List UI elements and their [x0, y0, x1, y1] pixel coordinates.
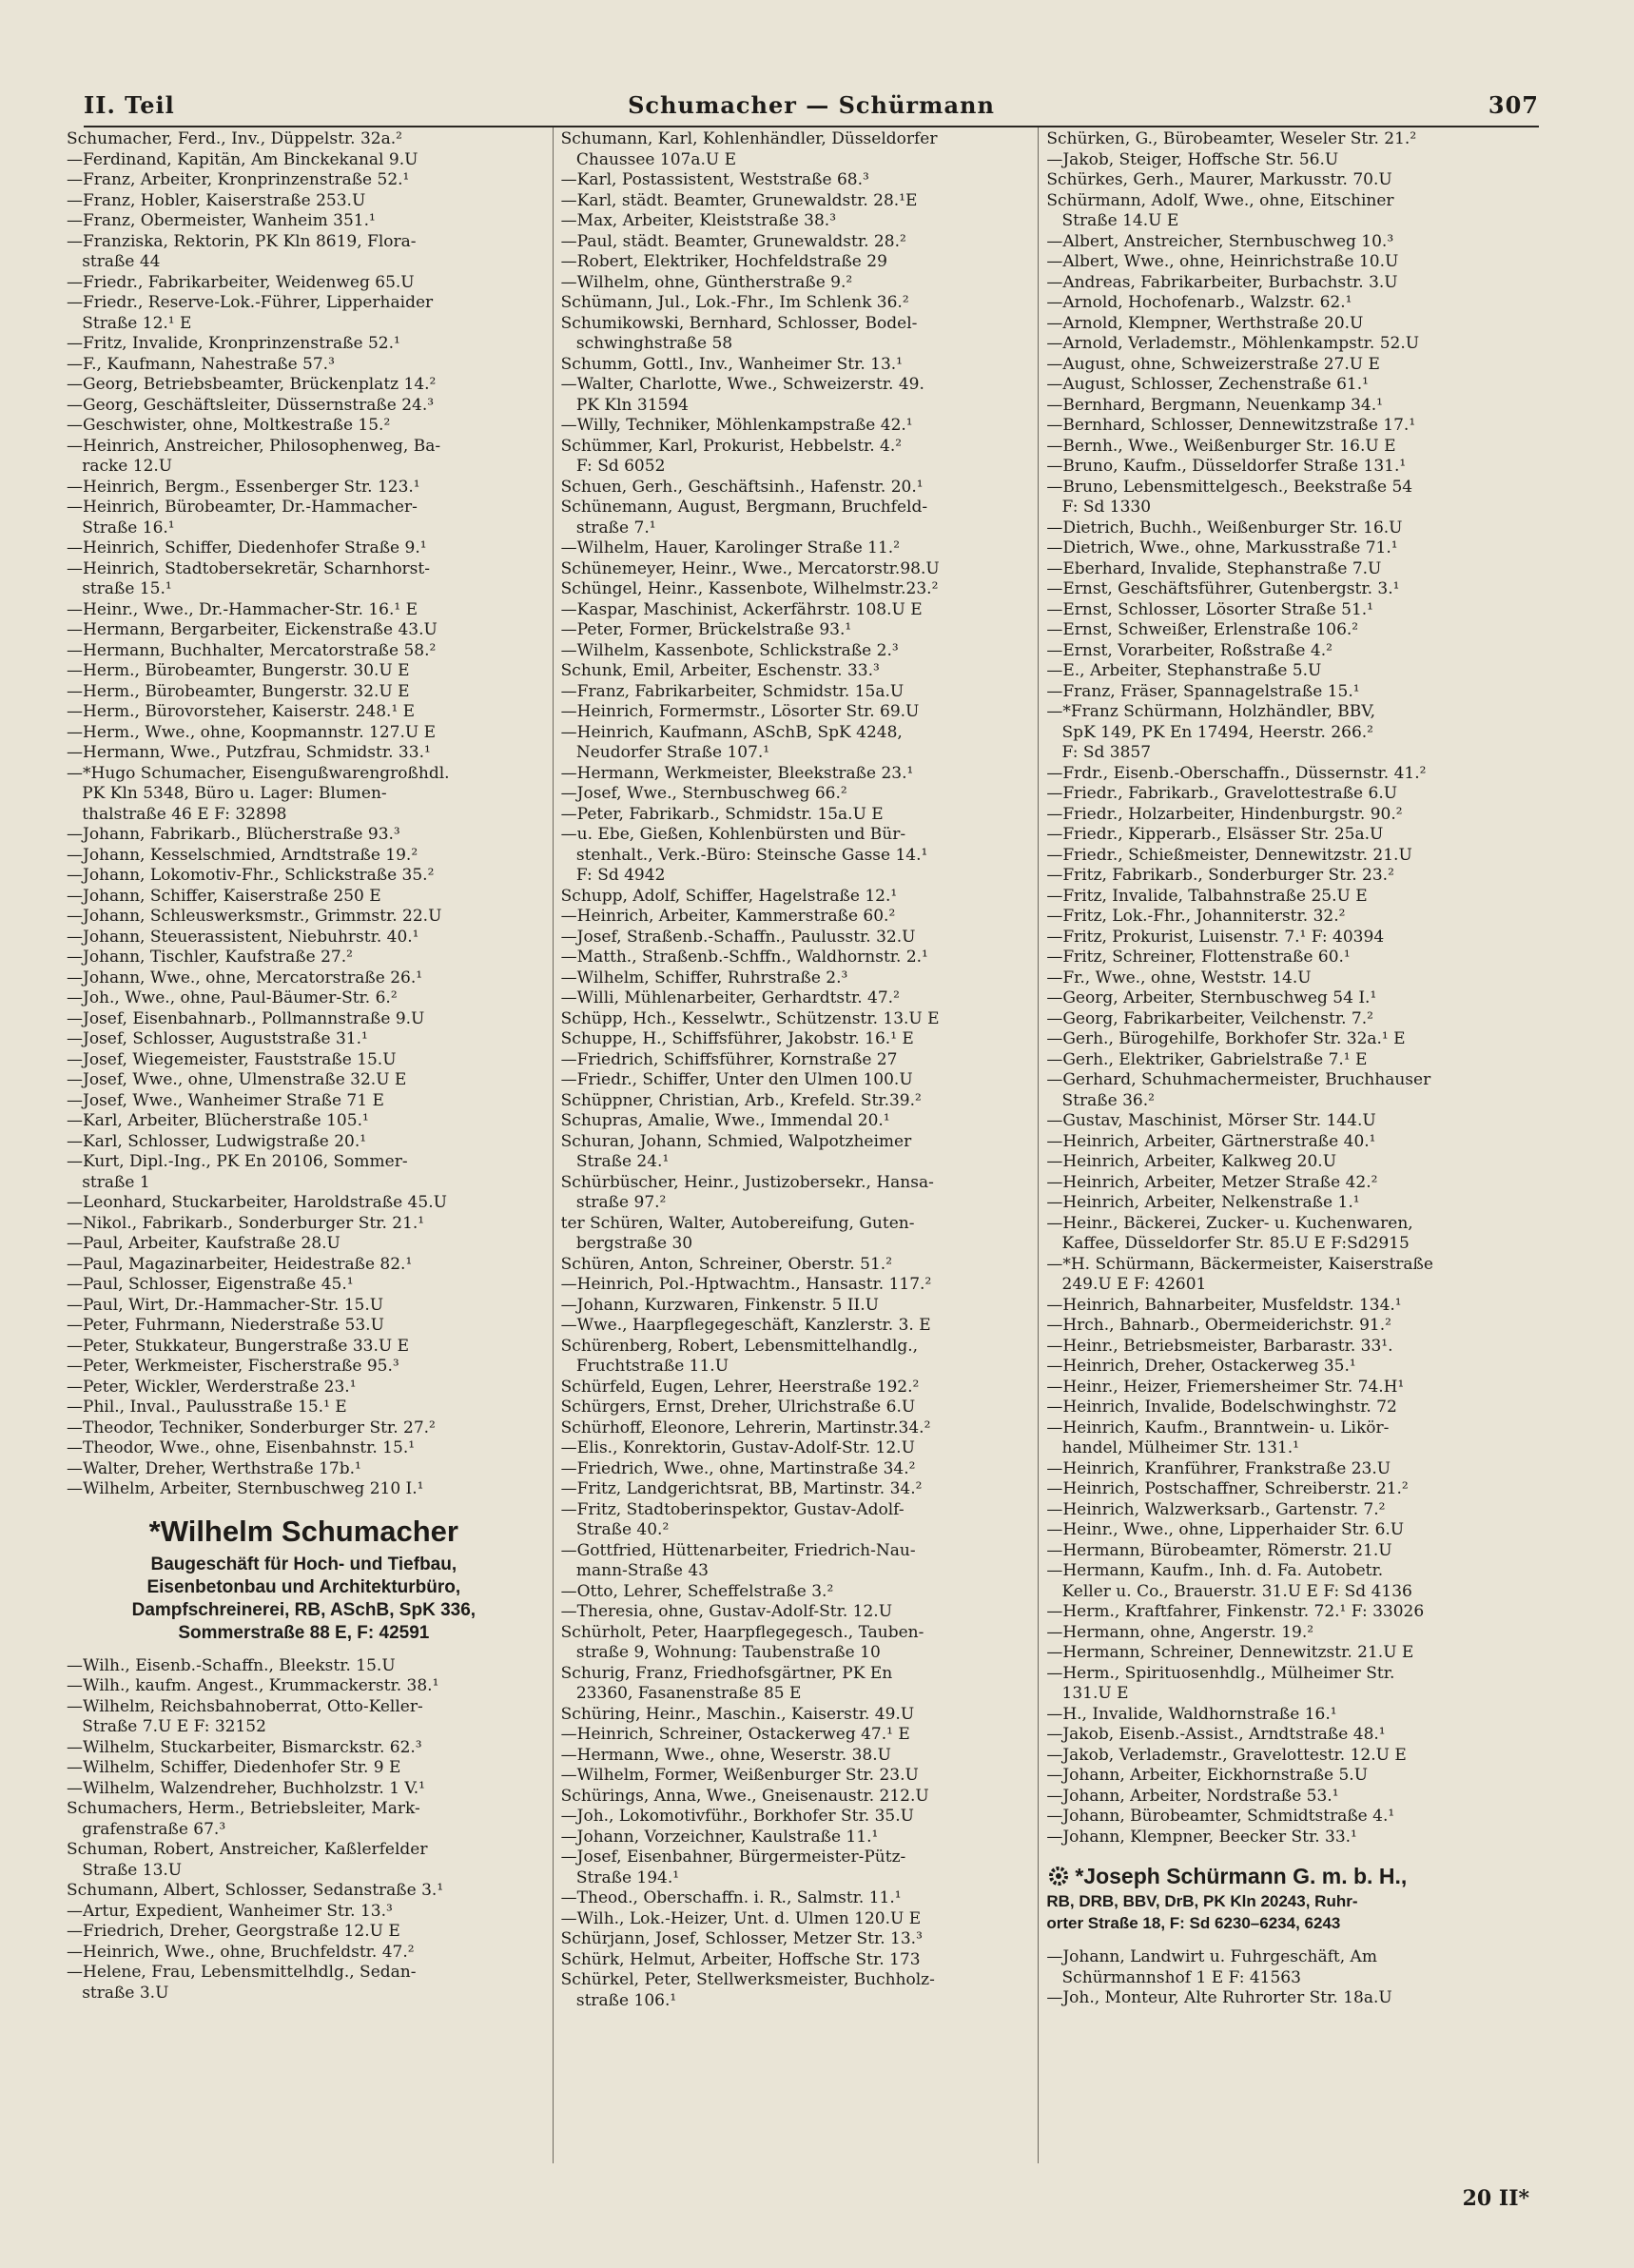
directory-entry: SpK 149, PK En 17494, Heerstr. 266.² — [1046, 722, 1373, 742]
directory-entry: —Matth., Straßenb.-Schffn., Waldhornstr. 2.¹ — [560, 948, 928, 967]
directory-entry: Schüren, Anton, Schreiner, Oberstr. 51.² — [560, 1254, 893, 1274]
directory-entry: —Friedr., Fabrikarb., Gravelottestraße 6.U — [1046, 784, 1398, 803]
directory-entry: —Phil., Inval., Paulusstraße 15.¹ E — [67, 1398, 347, 1417]
directory-entry: Schürfeld, Eugen, Lehrer, Heerstraße 192.² — [560, 1377, 920, 1397]
directory-entry: F: Sd 3857 — [1046, 743, 1152, 762]
directory-entry: —Peter, Werkmeister, Fischerstraße 95.³ — [67, 1357, 399, 1376]
directory-entry: —Hermann, Schreiner, Dennewitzstr. 21.U E — [1046, 1643, 1414, 1662]
directory-entry: —Wilhelm, Hauer, Karolinger Straße 11.² — [560, 538, 901, 557]
directory-entry: straße 44 — [67, 252, 161, 271]
page-header — [84, 84, 1539, 127]
directory-entry: —Joh., Lokomotivführ., Borkhofer Str. 35.U — [560, 1807, 914, 1826]
directory-entry: —Heinrich, Dreher, Ostackerweg 35.¹ — [1046, 1357, 1356, 1376]
directory-entry: —Friedr., Holzarbeiter, Hindenburgstr. 90.² — [1046, 804, 1403, 824]
directory-entry: —Josef, Schlosser, Auguststraße 31.¹ — [67, 1029, 368, 1048]
directory-entry: —Friedrich, Wwe., ohne, Martinstraße 34.² — [560, 1458, 916, 1478]
directory-entry: —Kurt, Dipl.-Ing., PK En 20106, Sommer- — [67, 1152, 408, 1171]
directory-entry: —Theod., Oberschaffn. i. R., Salmstr. 11.¹ — [560, 1888, 902, 1907]
directory-entry: —Wilh., Eisenb.-Schaffn., Bleekstr. 15.U — [67, 1655, 396, 1675]
ad-line: Eisenbetonbau und Architekturbüro, — [146, 1576, 461, 1597]
directory-entry: —Johann, Arbeiter, Eickhornstraße 5.U — [1046, 1766, 1369, 1785]
directory-entry: Schürholt, Peter, Haarpflegegesch., Tauben- — [560, 1622, 924, 1642]
directory-entry: —Hermann, Bürobeamter, Römerstr. 21.U — [1046, 1540, 1392, 1560]
directory-entry: Schümmer, Karl, Prokurist, Hebbelstr. 4.² — [560, 436, 903, 456]
directory-entry: Schunk, Emil, Arbeiter, Eschenstr. 33.³ — [560, 661, 880, 680]
directory-entry: F: Sd 1330 — [1046, 498, 1152, 517]
directory-entry: —Bernhard, Bergmann, Neuenkamp 34.¹ — [1046, 395, 1383, 415]
directory-entry: Straße 12.¹ E — [67, 313, 192, 333]
directory-entry: —August, ohne, Schweizerstraße 27.U E — [1046, 354, 1380, 374]
directory-entry: —Johann, Arbeiter, Nordstraße 53.¹ — [1046, 1786, 1339, 1806]
directory-entry: —Bernh., Wwe., Weißenburger Str. 16.U E — [1046, 436, 1396, 456]
directory-entry: —Herm., Spirituosenhdlg., Mülheimer Str. — [1046, 1663, 1395, 1683]
directory-entry: Schurig, Franz, Friedhofsgärtner, PK En — [560, 1663, 893, 1683]
directory-entry: straße 97.² — [560, 1193, 667, 1212]
directory-entry: —Wilhelm, Schiffer, Ruhrstraße 2.³ — [560, 968, 848, 987]
directory-entry: —Willy, Techniker, Möhlenkampstraße 42.¹ — [560, 416, 913, 435]
directory-entry: —Peter, Stukkateur, Bungerstraße 33.U E — [67, 1336, 410, 1356]
directory-entry: —Johann, Wwe., ohne, Mercatorstraße 26.¹ — [67, 968, 423, 987]
directory-entry: —Wwe., Haarpflegegeschäft, Kanzlerstr. 3. E — [560, 1316, 931, 1335]
directory-entry: Schuppe, H., Schiffsführer, Jakobstr. 16.¹ E — [560, 1029, 914, 1048]
directory-entry: —Wilhelm, Stuckarbeiter, Bismarckstr. 62.³ — [67, 1737, 422, 1757]
directory-entry: —Johann, Bürobeamter, Schmidtstraße 4.¹ — [1046, 1807, 1395, 1826]
directory-entry: —Georg, Betriebsbeamter, Brückenplatz 14.² — [67, 375, 437, 394]
directory-entry: PK Kln 31594 — [560, 395, 689, 415]
directory-entry: —Friedr., Schiffer, Unter den Ulmen 100.U — [560, 1070, 913, 1089]
directory-entry: —Fritz, Schreiner, Flottenstraße 60.¹ — [1046, 948, 1351, 967]
directory-entry: —Johann, Steuerassistent, Niebuhrstr. 40.¹ — [67, 927, 419, 947]
directory-entry: —Herm., Wwe., ohne, Koopmannstr. 127.U E — [67, 722, 437, 742]
directory-entry: —Hermann, Wwe., ohne, Weserstr. 38.U — [560, 1745, 891, 1765]
directory-entry: 23360, Fasanenstraße 85 E — [560, 1684, 802, 1703]
directory-entry: —Johann, Klempner, Beecker Str. 33.¹ — [1046, 1827, 1357, 1847]
directory-entry: —Walter, Dreher, Werthstraße 17b.¹ — [67, 1458, 361, 1478]
directory-entry: —Johann, Kurzwaren, Finkenstr. 5 II.U — [560, 1295, 879, 1315]
directory-entry: —Johann, Schiffer, Kaiserstraße 250 E — [67, 886, 381, 906]
directory-entry: —Franz, Arbeiter, Kronprinzenstraße 52.¹ — [67, 170, 410, 189]
directory-entry: —Karl, Schlosser, Ludwigstraße 20.¹ — [67, 1131, 367, 1151]
directory-entry: —Karl, Arbeiter, Blücherstraße 105.¹ — [67, 1111, 369, 1130]
directory-entry: —Kaspar, Maschinist, Ackerfährstr. 108.U E — [560, 599, 923, 619]
directory-entry: —Gustav, Maschinist, Mörser Str. 144.U — [1046, 1111, 1376, 1130]
directory-entry: —Peter, Fabrikarb., Schmidstr. 15a.U E — [560, 804, 884, 824]
directory-entry: —Wilhelm, Schiffer, Diedenhofer Str. 9 E — [67, 1758, 401, 1777]
directory-entry: Schumm, Gottl., Inv., Wanheimer Str. 13.¹ — [560, 354, 903, 374]
directory-entry: —Dietrich, Wwe., ohne, Markusstraße 71.¹ — [1046, 538, 1398, 557]
directory-entry: —Leonhard, Stuckarbeiter, Haroldstraße 45.U — [67, 1193, 447, 1212]
directory-entry: —Heinr., Wwe., ohne, Lipperhaider Str. 6.U — [1046, 1520, 1405, 1539]
page-title: Schumacher — Schürmann — [628, 90, 995, 119]
directory-entry: —Wilhelm, Walzendreher, Buchholzstr. 1 V.¹ — [67, 1778, 425, 1798]
directory-entry: —Heinr., Wwe., Dr.-Hammacher-Str. 16.¹ E — [67, 599, 418, 619]
directory-entry: —Karl, städt. Beamter, Grunewaldstr. 28.¹E — [560, 190, 918, 210]
directory-entry: —Wilh., Lok.-Heizer, Unt. d. Ulmen 120.U E — [560, 1908, 922, 1928]
directory-entry: —Wilhelm, Reichsbahnoberrat, Otto-Keller- — [67, 1696, 423, 1716]
directory-entry: —Georg, Arbeiter, Sternbuschweg 54 I.¹ — [1046, 988, 1377, 1007]
directory-entry: —Hermann, Buchhalter, Mercatorstraße 58.² — [67, 640, 437, 660]
directory-entry: —Bernhard, Schlosser, Dennewitzstraße 17.¹ — [1046, 416, 1416, 435]
directory-entry: —Ferdinand, Kapitän, Am Binckekanal 9.U — [67, 149, 418, 169]
directory-entry: —Friedr., Schießmeister, Dennewitzstr. 21.U — [1046, 845, 1412, 865]
directory-entry: —Herm., Bürovorsteher, Kaiserstr. 248.¹ E — [67, 702, 416, 721]
directory-entry: straße 9, Wohnung: Taubenstraße 10 — [560, 1643, 881, 1662]
directory-entry: —Fritz, Invalide, Talbahnstraße 25.U E — [1046, 886, 1368, 906]
directory-entry: —Eberhard, Invalide, Stephanstraße 7.U — [1046, 558, 1382, 578]
directory-entry: straße 106.¹ — [560, 1990, 677, 2010]
directory-entry: —Jakob, Eisenb.-Assist., Arndtstraße 48.¹ — [1046, 1725, 1386, 1744]
directory-entry: —Heinrich, Bürobeamter, Dr.-Hammacher- — [67, 498, 418, 517]
directory-entry: F: Sd 6052 — [560, 457, 666, 476]
directory-entry: Schürk, Helmut, Arbeiter, Hoffsche Str. 173 — [560, 1949, 921, 1969]
directory-entry: —Walter, Charlotte, Wwe., Schweizerstr. 49. — [560, 375, 924, 394]
column-1 — [67, 127, 541, 2163]
directory-entry: 249.U E F: 42601 — [1046, 1275, 1207, 1294]
directory-entry: —Jakob, Steiger, Hoffsche Str. 56.U — [1046, 149, 1339, 169]
directory-entry: Straße 194.¹ — [560, 1867, 680, 1887]
advertisement-wilhelm-schumacher — [67, 1514, 541, 1645]
directory-entry: —H., Invalide, Waldhornstraße 16.¹ — [1046, 1704, 1337, 1724]
directory-entry: —Heinrich, Arbeiter, Kalkweg 20.U — [1046, 1152, 1337, 1171]
directory-entry: —Bruno, Kaufm., Düsseldorfer Straße 131.¹ — [1046, 457, 1407, 476]
directory-entry: Straße 36.² — [1046, 1090, 1155, 1110]
directory-entry: Schürenberg, Robert, Lebensmittelhandlg., — [560, 1336, 919, 1356]
directory-entry: —Heinrich, Arbeiter, Kammerstraße 60.² — [560, 907, 896, 926]
directory-entry: —Wilhelm, ohne, Güntherstraße 9.² — [560, 272, 853, 292]
directory-entry: —Fritz, Prokurist, Luisenstr. 7.¹ F: 40394 — [1046, 927, 1385, 947]
directory-entry: —*Franz Schürmann, Holzhändler, BBV, — [1046, 702, 1375, 721]
ad-title: *Wilhelm Schumacher — [148, 1514, 458, 1548]
directory-entry: Schuen, Gerh., Geschäftsinh., Hafenstr. 20.¹ — [560, 477, 924, 497]
directory-entry: —Hermann, Bergarbeiter, Eickenstraße 43.U — [67, 620, 438, 639]
directory-entry: Neudorfer Straße 107.¹ — [560, 743, 770, 762]
directory-entry: Schürkel, Peter, Stellwerksmeister, Buchholz- — [560, 1970, 935, 1989]
directory-entry: —Gerh., Elektriker, Gabrielstraße 7.¹ E — [1046, 1049, 1368, 1069]
directory-entry: Schürhoff, Eleonore, Lehrerin, Martinstr.34.² — [560, 1418, 931, 1437]
directory-entry: —Heinrich, Invalide, Bodelschwinghstr. 72 — [1046, 1398, 1397, 1417]
directory-entry: —Josef, Wwe., Sternbuschweg 66.² — [560, 784, 847, 803]
directory-entry: Straße 14.U E — [1046, 211, 1179, 230]
directory-entry: —Herm., Bürobeamter, Bungerstr. 30.U E — [67, 661, 410, 680]
directory-entry: —Heinrich, Walzwerksarb., Gartenstr. 7.² — [1046, 1499, 1386, 1519]
directory-entry: —Herm., Bürobeamter, Bungerstr. 32.U E — [67, 681, 410, 701]
directory-entry: straße 15.¹ — [67, 579, 172, 598]
directory-entry: —Wilhelm, Arbeiter, Sternbuschweg 210 I.¹ — [67, 1479, 424, 1498]
directory-entry: —Albert, Wwe., ohne, Heinrichstraße 10.U — [1046, 252, 1399, 271]
column-2 — [553, 127, 1027, 2163]
directory-entry: —Friedr., Kipperarb., Elsässer Str. 25a.U — [1046, 825, 1384, 844]
directory-entry: —Nikol., Fabrikarb., Sonderburger Str. 21.¹ — [67, 1213, 425, 1233]
directory-entry: —Albert, Anstreicher, Sternbuschweg 10.³ — [1046, 231, 1394, 251]
directory-entry: —Paul, Arbeiter, Kaufstraße 28.U — [67, 1234, 340, 1253]
directory-entry: —Paul, Wirt, Dr.-Hammacher-Str. 15.U — [67, 1295, 384, 1315]
page-number: 307 — [1488, 90, 1539, 119]
directory-entry: Schupras, Amalie, Wwe., Immendal 20.¹ — [560, 1111, 890, 1130]
directory-entry: —Elis., Konrektorin, Gustav-Adolf-Str. 12.U — [560, 1438, 915, 1457]
directory-entry: —Franz, Fabrikarbeiter, Schmidstr. 15a.U — [560, 681, 905, 701]
directory-entry: —*H. Schürmann, Bäckermeister, Kaiserstraße — [1046, 1254, 1433, 1274]
directory-entry: —Heinrich, Bergm., Essenberger Str. 123.¹ — [67, 477, 420, 497]
directory-entry: —Joh., Monteur, Alte Ruhrorter Str. 18a.U — [1046, 1988, 1392, 2007]
directory-entry: Straße 24.¹ — [560, 1152, 670, 1171]
directory-entry: Schumikowski, Bernhard, Schlosser, Bodel- — [560, 313, 918, 333]
directory-entry: —Peter, Wickler, Werderstraße 23.¹ — [67, 1377, 357, 1397]
directory-entry: —Ernst, Schweißer, Erlenstraße 106.² — [1046, 620, 1359, 639]
directory-entry: —Heinrich, Arbeiter, Metzer Straße 42.² — [1046, 1172, 1378, 1192]
directory-entry: —Robert, Elektriker, Hochfeldstraße 29 — [560, 252, 887, 271]
directory-entry: Schüngel, Heinr., Kassenbote, Wilhelmstr.23.² — [560, 579, 939, 598]
directory-entry: Schuran, Johann, Schmied, Walpotzheimer — [560, 1131, 912, 1151]
directory-entry: —Geschwister, ohne, Moltkestraße 15.² — [67, 416, 391, 435]
directory-entry: —Gottfried, Hüttenarbeiter, Friedrich-Nau- — [560, 1540, 916, 1560]
directory-entry: —F., Kaufmann, Nahestraße 57.³ — [67, 354, 335, 374]
directory-entry: Straße 16.¹ — [67, 518, 175, 538]
directory-entry: straße 7.¹ — [560, 518, 656, 538]
directory-entry: —Heinrich, Stadtobersekretär, Scharnhorst- — [67, 558, 430, 578]
directory-entry: Schüring, Heinr., Maschin., Kaiserstr. 49.U — [560, 1704, 915, 1724]
directory-entry: —Heinr., Heizer, Friemersheimer Str. 74.H¹ — [1046, 1377, 1405, 1397]
directory-entry: —Friedrich, Schiffsführer, Kornstraße 27 — [560, 1049, 898, 1069]
directory-entry: Schupp, Adolf, Schiffer, Hagelstraße 12.¹ — [560, 886, 898, 906]
directory-entry: —Dietrich, Buchh., Weißenburger Str. 16.U — [1046, 518, 1403, 538]
ad-line: Baugeschäft für Hoch- und Tiefbau, — [150, 1554, 457, 1574]
directory-entry: —Arnold, Verlademstr., Möhlenkampstr. 52.U — [1046, 334, 1420, 353]
directory-entry: —Heinrich, Pol.-Hptwachtm., Hansastr. 117.² — [560, 1275, 932, 1294]
directory-entry: —Josef, Wwe., ohne, Ulmenstraße 32.U E — [67, 1070, 407, 1089]
directory-entry: —Friedr., Fabrikarbeiter, Weidenweg 65.U — [67, 272, 415, 292]
directory-entry: —Andreas, Fabrikarbeiter, Burbachstr. 3.U — [1046, 272, 1398, 292]
ad-line: Sommerstraße 88 E, F: 42591 — [178, 1622, 430, 1643]
directory-entry: —Johann, Kesselschmied, Arndtstraße 19.² — [67, 845, 418, 865]
directory-entry: —Fritz, Invalide, Kronprinzenstraße 52.¹ — [67, 334, 400, 353]
directory-entry: —Wilhelm, Kassenbote, Schlickstraße 2.³ — [560, 640, 899, 660]
directory-entry: —Johann, Vorzeichner, Kaulstraße 11.¹ — [560, 1827, 879, 1847]
directory-entry: —Friedrich, Dreher, Georgstraße 12.U E — [67, 1922, 400, 1941]
directory-entry: —Jakob, Verlademstr., Gravelottestr. 12.U E — [1046, 1745, 1407, 1765]
directory-entry: —Josef, Wwe., Wanheimer Straße 71 E — [67, 1090, 384, 1110]
directory-entry: —Wilhelm, Former, Weißenburger Str. 23.U — [560, 1766, 919, 1785]
directory-entry: —Heinrich, Arbeiter, Nelkenstraße 1.¹ — [1046, 1193, 1360, 1212]
directory-entry: —Josef, Eisenbahnarb., Pollmannstraße 9.U — [67, 1008, 425, 1028]
directory-entry: straße 3.U — [67, 1983, 169, 2003]
directory-entry: —Franz, Fräser, Spannagelstraße 15.¹ — [1046, 681, 1360, 701]
directory-entry: Schürjann, Josef, Schlosser, Metzer Str. 13.³ — [560, 1929, 923, 1948]
directory-entry: —Georg, Fabrikarbeiter, Veilchenstr. 7.² — [1046, 1008, 1373, 1028]
directory-entry: —Heinrich, Formermstr., Lösorter Str. 69.U — [560, 702, 920, 721]
directory-entry: thalstraße 46 E F: 32898 — [67, 804, 287, 824]
directory-entry: straße 1 — [67, 1172, 150, 1192]
directory-entry: F: Sd 4942 — [560, 866, 666, 885]
directory-entry: Schumann, Albert, Schlosser, Sedanstraße 3.¹ — [67, 1881, 444, 1900]
directory-entry: —Heinrich, Kaufmann, ASchB, SpK 4248, — [560, 722, 903, 742]
directory-entry: handel, Mülheimer Str. 131.¹ — [1046, 1438, 1299, 1457]
ad-line: Dampfschreinerei, RB, ASchB, SpK 336, — [131, 1599, 477, 1620]
directory-entry: Schüppner, Christian, Arb., Krefeld. Str.39.² — [560, 1090, 922, 1110]
directory-entry: —Gerhard, Schuhmachermeister, Bruchhauser — [1046, 1070, 1431, 1089]
directory-entry: —Arnold, Klempner, Werthstraße 20.U — [1046, 313, 1364, 333]
directory-entry: —*Hugo Schumacher, Eisengußwarengroßhdl. — [67, 763, 450, 783]
directory-entry: —Artur, Expedient, Wanheimer Str. 13.³ — [67, 1901, 393, 1921]
ad-line: orter Straße 18, F: Sd 6230–6234, 6243 — [1046, 1914, 1341, 1932]
directory-entry: —Bruno, Lebensmittelgesch., Beekstraße 54 — [1046, 477, 1413, 497]
directory-entry: Schürbüscher, Heinr., Justizobersekr., Hansa- — [560, 1172, 934, 1192]
directory-entry: —Hermann, ohne, Angerstr. 19.² — [1046, 1622, 1314, 1642]
directory-entry: Schumachers, Herm., Betriebsleiter, Mark- — [67, 1799, 420, 1818]
column-3 — [1038, 127, 1512, 2163]
signature-mark: 20 II* — [1462, 2186, 1529, 2211]
directory-entry: —Willi, Mühlenarbeiter, Gerhardtstr. 47.² — [560, 988, 900, 1007]
directory-entry: —Peter, Former, Brückelstraße 93.¹ — [560, 620, 852, 639]
directory-entry: —Wilh., kaufm. Angest., Krummackerstr. 38.¹ — [67, 1676, 439, 1695]
directory-entry: —Otto, Lehrer, Scheffelstraße 3.² — [560, 1581, 834, 1601]
directory-entry: —Heinrich, Postschaffner, Schreiberstr. 21.² — [1046, 1479, 1409, 1498]
directory-entry: —Paul, Schlosser, Eigenstraße 45.¹ — [67, 1275, 354, 1294]
directory-entry: —Johann, Lokomotiv-Fhr., Schlickstraße 35.² — [67, 866, 435, 885]
directory-entry: —Heinrich, Kaufm., Branntwein- u. Likör- — [1046, 1418, 1390, 1437]
directory-entry: —Helene, Frau, Lebensmittelhdlg., Sedan- — [67, 1963, 417, 1982]
directory-entry: —E., Arbeiter, Stephanstraße 5.U — [1046, 661, 1322, 680]
directory-entry: —Paul, Magazinarbeiter, Heidestraße 82.¹ — [67, 1254, 413, 1274]
directory-entry: —Ernst, Schlosser, Lösorter Straße 51.¹ — [1046, 599, 1373, 619]
directory-entry: —Hermann, Wwe., Putzfrau, Schmidstr. 33.¹ — [67, 743, 431, 762]
directory-entry: ter Schüren, Walter, Autobereifung, Guten- — [560, 1213, 915, 1233]
directory-entry: Schürkes, Gerh., Maurer, Markusstr. 70.U — [1046, 170, 1392, 189]
directory-entry: —August, Schlosser, Zechenstraße 61.¹ — [1046, 375, 1369, 394]
directory-columns — [67, 127, 1512, 2163]
directory-entry: Straße 13.U — [67, 1860, 183, 1880]
directory-entry: grafenstraße 67.³ — [67, 1819, 226, 1839]
directory-entry: Schuman, Robert, Anstreicher, Kaßlerfelder — [67, 1840, 428, 1859]
directory-entry: —Fritz, Lok.-Fhr., Johanniterstr. 32.² — [1046, 907, 1346, 926]
directory-entry: —Josef, Wiegemeister, Fauststraße 15.U — [67, 1049, 397, 1069]
directory-entry: Schürings, Anna, Wwe., Gneisenaustr. 212.U — [560, 1786, 929, 1806]
directory-entry: —Heinrich, Wwe., ohne, Bruchfeldstr. 47.² — [67, 1942, 415, 1962]
directory-entry: Schürmann, Adolf, Wwe., ohne, Eitschiner — [1046, 190, 1394, 210]
directory-entry: racke 12.U — [67, 457, 173, 476]
directory-entry: stenhalt., Verk.-Büro: Steinsche Gasse 14.¹ — [560, 845, 928, 865]
directory-entry: Chaussee 107a.U E — [560, 149, 737, 169]
directory-entry: —Hermann, Werkmeister, Bleekstraße 23.¹ — [560, 763, 914, 783]
directory-entry: —Josef, Straßenb.-Schaffn., Paulusstr. 32.U — [560, 927, 916, 947]
directory-entry: Straße 40.² — [560, 1520, 670, 1539]
directory-entry: —Heinr., Bäckerei, Zucker- u. Kuchenwaren, — [1046, 1213, 1413, 1233]
ad-line: RB, DRB, BBV, DrB, PK Kln 20243, Ruhr- — [1046, 1892, 1358, 1910]
directory-entry: —Heinrich, Anstreicher, Philosophenweg, Ba- — [67, 436, 441, 456]
directory-entry: —Max, Arbeiter, Kleiststraße 38.³ — [560, 211, 837, 230]
directory-entry: mann-Straße 43 — [560, 1561, 709, 1580]
directory-entry: Schümann, Jul., Lok.-Fhr., Im Schlenk 36.² — [560, 293, 909, 312]
directory-entry: Schürken, G., Bürobeamter, Weseler Str. 21.² — [1046, 129, 1417, 148]
directory-entry: —Heinr., Betriebsmeister, Barbarastr. 33¹. — [1046, 1336, 1393, 1356]
directory-entry: —Fritz, Landgerichtsrat, BB, Martinstr. 34.² — [560, 1479, 923, 1498]
directory-entry: —Heinrich, Kranführer, Frankstraße 23.U — [1046, 1458, 1391, 1478]
directory-entry: —Hermann, Kaufm., Inh. d. Fa. Autobetr. — [1046, 1561, 1384, 1580]
directory-entry: —Heinrich, Arbeiter, Gärtnerstraße 40.¹ — [1046, 1131, 1376, 1151]
advertisement-joseph-schuermann — [1046, 1863, 1512, 1934]
directory-entry: —Theodor, Techniker, Sonderburger Str. 27.² — [67, 1418, 436, 1437]
directory-entry: —Hrch., Bahnarb., Obermeiderichstr. 91.² — [1046, 1316, 1391, 1335]
directory-entry: —Friedr., Reserve-Lok.-Führer, Lipperhaider — [67, 293, 434, 312]
directory-entry: —Paul, städt. Beamter, Grunewaldstr. 28.² — [560, 231, 906, 251]
directory-entry: Schürgers, Ernst, Dreher, Ulrichstraße 6.U — [560, 1398, 916, 1417]
directory-entry: Schumacher, Ferd., Inv., Düppelstr. 32a.² — [67, 129, 402, 148]
directory-entry: —Fritz, Stadtoberinspektor, Gustav-Adolf- — [560, 1499, 905, 1519]
directory-entry: —Johann, Landwirt u. Fuhrgeschäft, Am — [1046, 1947, 1377, 1966]
directory-entry: Schüpp, Hch., Kesselwtr., Schützenstr. 13.U E — [560, 1008, 940, 1028]
directory-entry: —Josef, Eisenbahner, Bürgermeister-Pütz- — [560, 1848, 906, 1867]
directory-entry: Schünemeyer, Heinr., Wwe., Mercatorstr.98.U — [560, 558, 940, 578]
directory-entry: —Johann, Schleuswerksmstr., Grimmstr. 22.U — [67, 907, 442, 926]
directory-entry: bergstraße 30 — [560, 1234, 693, 1253]
section-label: II. Teil — [84, 90, 175, 119]
directory-entry: —Franz, Hobler, Kaiserstraße 253.U — [67, 190, 366, 210]
directory-entry: Schumann, Karl, Kohlenhändler, Düsseldorfer — [560, 129, 938, 148]
directory-entry: —Heinrich, Schreiner, Ostackerweg 47.¹ E — [560, 1725, 910, 1744]
directory-entry: —Peter, Fuhrmann, Niederstraße 53.U — [67, 1316, 384, 1335]
directory-entry: —Johann, Tischler, Kaufstraße 27.² — [67, 948, 353, 967]
directory-entry: —Arnold, Hochofenarb., Walzstr. 62.¹ — [1046, 293, 1352, 312]
directory-entry: —Franziska, Rektorin, PK Kln 8619, Flora- — [67, 231, 417, 251]
directory-entry: Keller u. Co., Brauerstr. 31.U E F: Sd 4136 — [1046, 1581, 1412, 1601]
directory-entry: —Gerh., Bürogehilfe, Borkhofer Str. 32a.¹ E — [1046, 1029, 1406, 1048]
directory-entry: —Karl, Postassistent, Weststraße 68.³ — [560, 170, 869, 189]
directory-entry: PK Kln 5348, Büro u. Lager: Blumen- — [67, 784, 387, 803]
directory-entry: Schünemann, August, Bergmann, Bruchfeld- — [560, 498, 928, 517]
directory-entry: —Frdr., Eisenb.-Oberschaffn., Düssernstr. 41.² — [1046, 763, 1427, 783]
ad-title: *Joseph Schürmann G. m. b. H., — [1075, 1864, 1408, 1888]
directory-entry: —Herm., Kraftfahrer, Finkenstr. 72.¹ F: 33026 — [1046, 1602, 1425, 1621]
directory-entry: Straße 7.U E F: 32152 — [67, 1717, 266, 1736]
directory-entry: —Joh., Wwe., ohne, Paul-Bäumer-Str. 6.² — [67, 988, 398, 1007]
directory-entry: schwinghstraße 58 — [560, 334, 733, 353]
directory-entry: —Theresia, ohne, Gustav-Adolf-Str. 12.U — [560, 1602, 893, 1621]
directory-entry: —Ernst, Vorarbeiter, Roßstraße 4.² — [1046, 640, 1332, 660]
directory-entry: Schürmannshof 1 E F: 41563 — [1046, 1967, 1301, 1987]
directory-entry: —u. Ebe, Gießen, Kohlenbürsten und Bür- — [560, 825, 906, 844]
directory-entry: —Johann, Fabrikarb., Blücherstraße 93.³ — [67, 825, 400, 844]
directory-entry: —Georg, Geschäftsleiter, Düssernstraße 24.³ — [67, 395, 435, 415]
gear-logo-icon — [1046, 1864, 1071, 1888]
directory-entry: —Fr., Wwe., ohne, Weststr. 14.U — [1046, 968, 1312, 987]
directory-entry: —Heinrich, Schiffer, Diedenhofer Straße 9.¹ — [67, 538, 427, 557]
directory-entry: —Franz, Obermeister, Wanheim 351.¹ — [67, 211, 376, 230]
directory-entry: —Theodor, Wwe., ohne, Eisenbahnstr. 15.¹ — [67, 1438, 416, 1457]
directory-entry: —Ernst, Geschäftsführer, Gutenbergstr. 3.¹ — [1046, 579, 1400, 598]
directory-entry: 131.U E — [1046, 1684, 1129, 1703]
directory-entry: —Fritz, Fabrikarb., Sonderburger Str. 23.² — [1046, 866, 1394, 885]
directory-entry: Kaffee, Düsseldorfer Str. 85.U E F:Sd2915 — [1046, 1234, 1410, 1253]
directory-entry: —Heinrich, Bahnarbeiter, Musfeldstr. 134.¹ — [1046, 1295, 1402, 1315]
directory-entry: Fruchtstraße 11.U — [560, 1357, 729, 1376]
